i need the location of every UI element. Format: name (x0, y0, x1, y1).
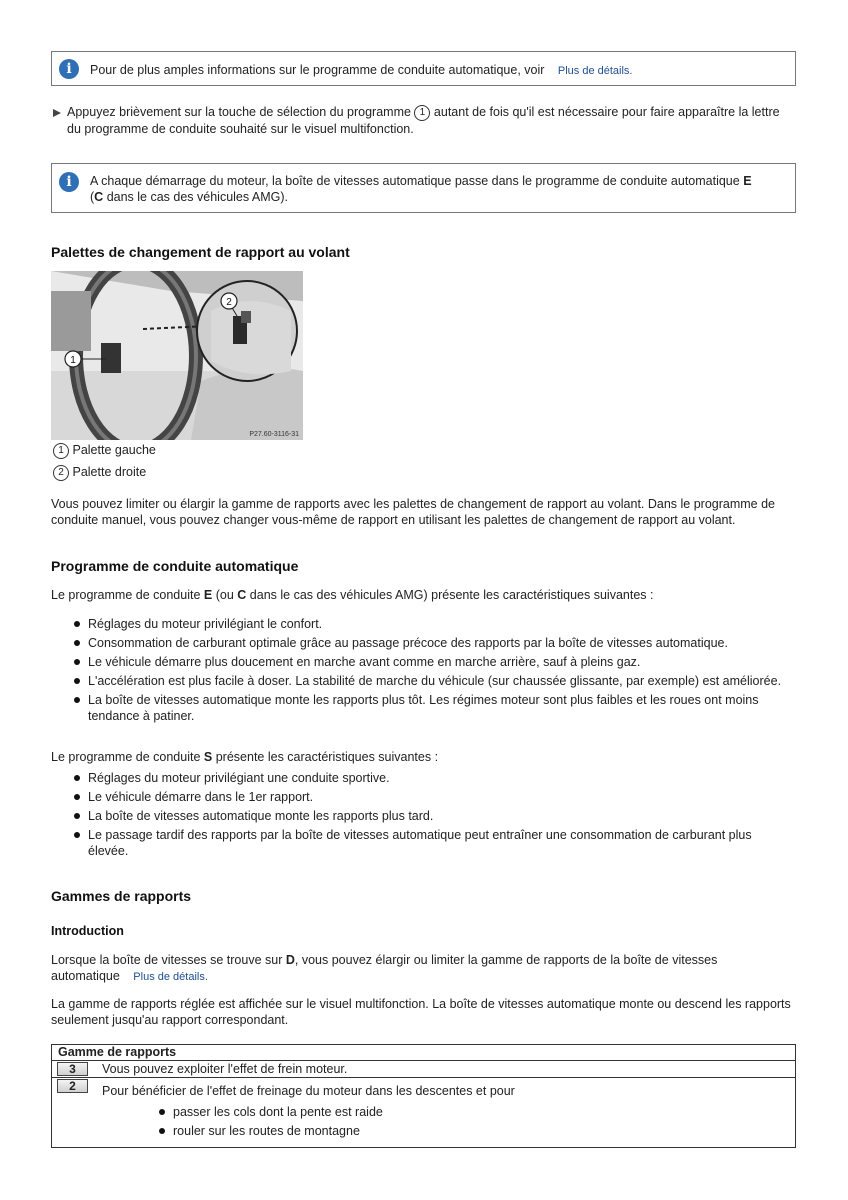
paddles-paragraph: Vous pouvez limiter ou élargir la gamme de rapports avec les palettes de changement de rapport au volant. Dans le programme de conduite manuel, vous pouvez changer vous-même de rapport en utilisant les palettes de changement de rapport au volant. (51, 497, 776, 527)
list-item: La boîte de vitesses automatique monte les rapports plus tard. (72, 808, 792, 824)
ranges-paragraph-2: La gamme de rapports réglée est affichée sur le visuel multifonction. La boîte de vitesses automatique monte ou descend les rapports seulement jusqu'au rapport correspondant. (51, 997, 791, 1027)
callout-1: 1 (70, 355, 76, 366)
more-details-link[interactable]: Plus de détails. (133, 971, 208, 983)
subsection-title-introduction: Introduction (51, 924, 124, 938)
steering-wheel-illustration (51, 271, 303, 440)
list-item: rouler sur les routes de montagne (157, 1123, 757, 1139)
list-item: Le véhicule démarre dans le 1er rapport. (72, 789, 792, 805)
legend-label-right: Palette droite (72, 465, 147, 479)
step-text-line2: du programme de conduite souhaité sur le visuel multifonction. (67, 121, 414, 136)
step-instruction (67, 104, 797, 137)
gear-badge: 3 (57, 1062, 88, 1076)
section-title-auto-program: Programme de conduite automatique (51, 558, 299, 574)
section-title-gear-ranges: Gammes de rapports (51, 888, 192, 904)
list-item: La boîte de vitesses automatique monte les rapports plus tôt. Les régimes moteur sont plus faibles et les roues ont moins tendance à patiner. (72, 692, 792, 724)
step-text-after: autant de fois qu'il est nécessaire pour faire apparaître la lettre (433, 105, 780, 119)
list-item: Consommation de carburant optimale grâce au passage précoce des rapports par la boîte de vitesses automatique. (72, 635, 792, 651)
legend-item-left (53, 442, 156, 459)
list-item: Réglages du moteur privilégiant le confort. (72, 616, 792, 632)
e-program-list (72, 616, 792, 727)
more-details-link[interactable]: Plus de détails. (557, 65, 633, 77)
list-item: passer les cols dont la pente est raide (157, 1104, 757, 1120)
info-box-more-details (51, 51, 796, 86)
gear-badge: 2 (57, 1079, 88, 1093)
ranges-paragraph-1: Lorsque la boîte de vitesses se trouve sur D, vous pouvez élargir ou limiter la gamme de rapports de la boîte de vitesses automatique Plus de détails. (51, 953, 718, 983)
table-bullet-list (157, 1104, 757, 1142)
table-cell: Vous pouvez exploiter l'effet de frein moteur. (102, 1062, 348, 1076)
info-icon: i (59, 59, 79, 79)
legend-marker-2: 2 (53, 465, 69, 481)
list-item: Le véhicule démarre plus doucement en marche avant comme en marche arrière, sauf à pleins gaz. (72, 654, 792, 670)
table-row (52, 1061, 795, 1078)
info-icon: i (59, 172, 79, 192)
list-item: Réglages du moteur privilégiant une conduite sportive. (72, 770, 792, 786)
auto-intro: Le programme de conduite E (ou C dans le cas des véhicules AMG) présente les caractéristiques suivantes : (51, 588, 654, 602)
steering-wheel-image (51, 271, 303, 440)
program-button-marker: 1 (414, 105, 430, 121)
info-text (90, 62, 775, 79)
s-program-intro: Le programme de conduite S présente les caractéristiques suivantes : (51, 750, 439, 764)
legend-marker-1: 1 (53, 443, 69, 459)
table-row (52, 1078, 795, 1148)
s-program-list (72, 770, 792, 862)
image-code: P27.60-3116-31 (249, 431, 299, 438)
section-title-paddles: Palettes de changement de rapport au volant (51, 244, 350, 260)
table-header: Gamme de rapports (52, 1045, 795, 1061)
list-item: Le passage tardif des rapports par la boîte de vitesses automatique peut entraîner une consommation de carburant plus élevée. (72, 827, 792, 859)
callout-2: 2 (226, 297, 232, 308)
info-text-body: Pour de plus amples informations sur le programme de conduite automatique, voir (90, 63, 545, 77)
step-arrow-icon (53, 109, 61, 117)
info-box-engine-start (51, 163, 796, 213)
legend-item-right (53, 464, 146, 481)
list-item: L'accélération est plus facile à doser. La stabilité de marche du véhicule (sur chaussée glissante, par exemple) est améliorée. (72, 673, 792, 689)
step-text-before: Appuyez brièvement sur la touche de sélection du programme (67, 105, 411, 119)
legend-label-left: Palette gauche (72, 443, 156, 457)
gear-range-table (51, 1044, 796, 1148)
table-cell: Pour bénéficier de l'effet de freinage du moteur dans les descentes et pour (102, 1084, 515, 1098)
info-text: A chaque démarrage du moteur, la boîte de vitesses automatique passe dans le programme de conduite automatique E (C dans le cas des véhicules AMG). (90, 174, 752, 204)
